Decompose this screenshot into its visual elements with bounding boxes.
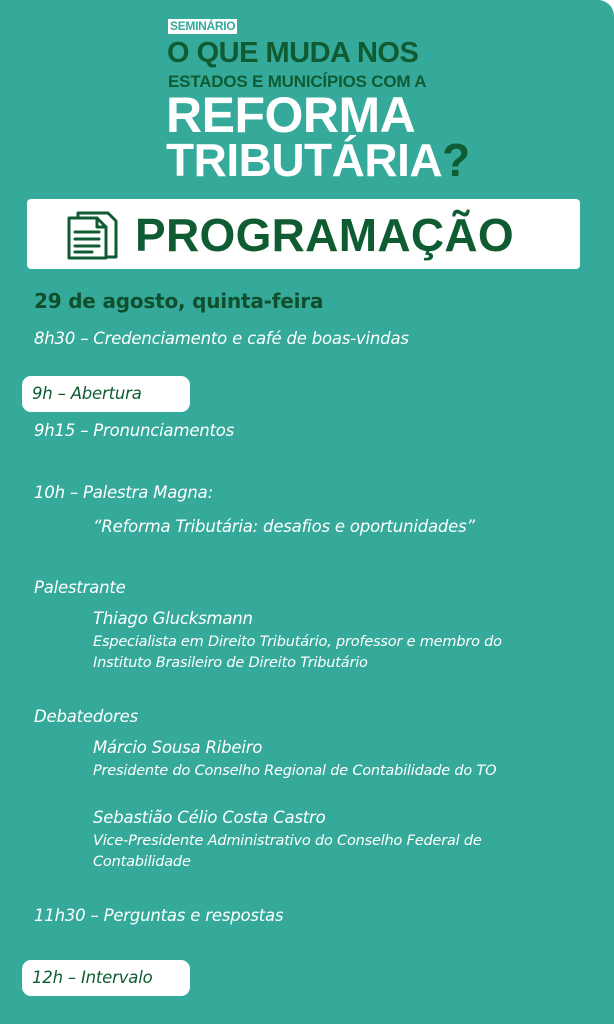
schedule-item-abertura: 9h – Abertura <box>32 384 142 403</box>
headline-tributaria-text: TRIBUTÁRIA <box>166 134 443 186</box>
headline-line-2: ESTADOS E MUNICÍPIOS COM A <box>168 72 427 91</box>
programacao-title: PROGRAMAÇÃO <box>135 209 514 261</box>
schedule-item-pronunciamentos: 9h15 – Pronunciamentos <box>34 421 235 440</box>
event-date: 29 de agosto, quinta-feira <box>34 289 324 313</box>
debatedor-role-line-1: Presidente do Conselho Regional de Contabilidade do TO <box>93 763 497 779</box>
headline-line-1: O QUE MUDA NOS <box>167 37 419 69</box>
debatedores-heading: Debatedores <box>34 707 138 726</box>
seminar-badge: SEMINÁRIO <box>170 19 236 33</box>
palestra-tema: “Reforma Tributária: desafios e oportunidades” <box>93 517 475 536</box>
document-icon <box>64 208 120 262</box>
palestrante-name: Thiago Glucksmann <box>93 609 253 628</box>
palestrante-role-line-1: Especialista em Direito Tributário, professor e membro do <box>93 634 502 650</box>
schedule-item-perguntas: 11h30 – Perguntas e respostas <box>34 906 284 925</box>
question-mark: ? <box>442 134 470 186</box>
schedule-item-intervalo: 12h – Intervalo <box>32 968 153 987</box>
highlight-pill-abertura <box>22 376 190 412</box>
headline-reforma: REFORMA <box>166 87 416 143</box>
programacao-banner <box>27 199 580 269</box>
highlight-pill-intervalo <box>22 960 190 996</box>
debatedor-name: Márcio Sousa Ribeiro <box>93 738 263 757</box>
schedule-item-palestra: 10h – Palestra Magna: <box>34 483 213 502</box>
debatedor-name: Sebastião Célio Costa Castro <box>93 808 326 827</box>
palestrante-heading: Palestrante <box>34 578 126 597</box>
palestrante-role-line-2: Instituto Brasileiro de Direito Tributário <box>93 655 368 671</box>
headline-tributaria <box>166 136 470 184</box>
debatedor-role-line-2: Contabilidade <box>93 854 191 870</box>
schedule-item-credenciamento: 8h30 – Credenciamento e café de boas-vindas <box>34 329 409 348</box>
debatedor-role-line-1: Vice-Presidente Administrativo do Conselho Federal de <box>93 833 482 849</box>
